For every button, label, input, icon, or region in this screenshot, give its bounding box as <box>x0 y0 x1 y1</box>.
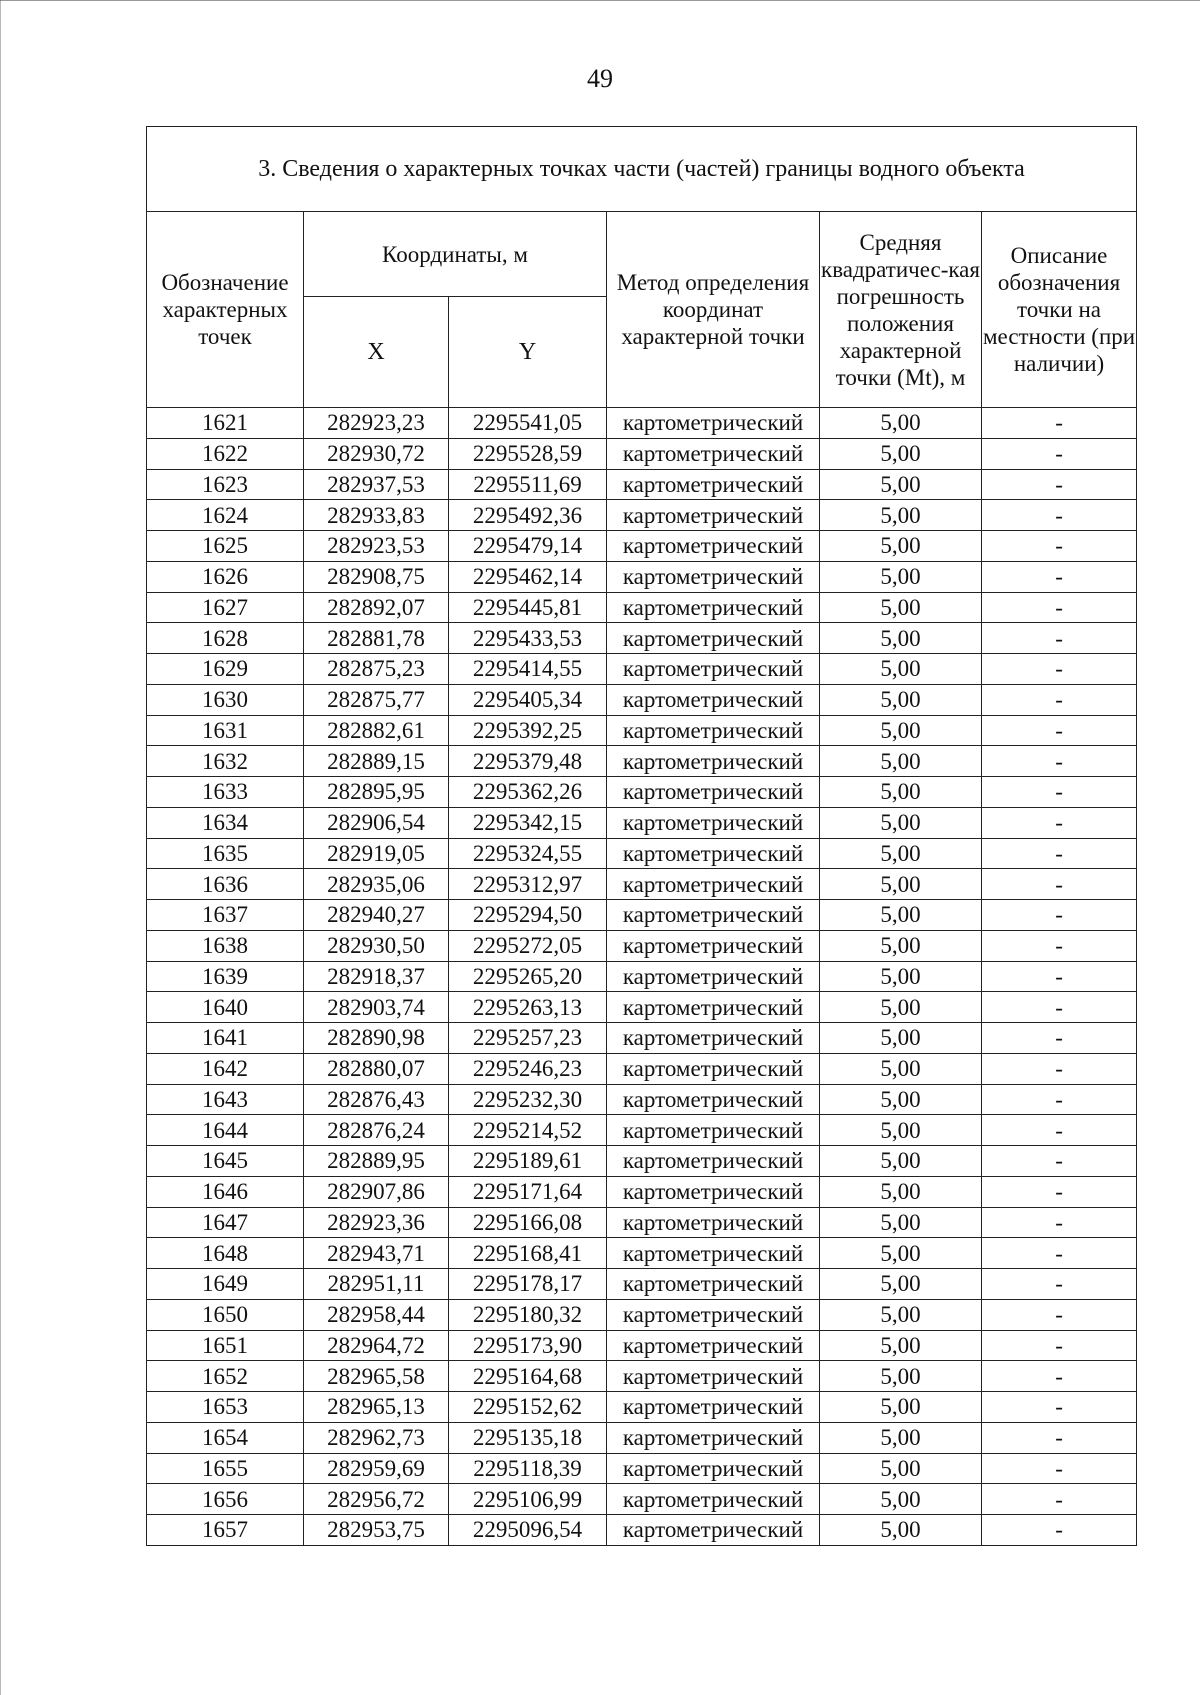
cell-description: - <box>982 469 1137 500</box>
cell-description: - <box>982 992 1137 1023</box>
cell-description: - <box>982 1361 1137 1392</box>
cell-description: - <box>982 408 1137 439</box>
cell-point-id: 1645 <box>147 1146 304 1177</box>
cell-method: картометрический <box>607 807 820 838</box>
cell-accuracy: 5,00 <box>820 992 982 1023</box>
cell-method: картометрический <box>607 561 820 592</box>
cell-x: 282930,72 <box>304 438 449 469</box>
cell-method: картометрический <box>607 838 820 869</box>
cell-y: 2295379,48 <box>449 746 607 777</box>
cell-x: 282881,78 <box>304 623 449 654</box>
cell-y: 2295265,20 <box>449 961 607 992</box>
cell-accuracy: 5,00 <box>820 684 982 715</box>
cell-method: картометрический <box>607 992 820 1023</box>
cell-description: - <box>982 438 1137 469</box>
cell-accuracy: 5,00 <box>820 869 982 900</box>
cell-x: 282875,23 <box>304 654 449 685</box>
cell-point-id: 1657 <box>147 1515 304 1546</box>
cell-y: 2295362,26 <box>449 777 607 808</box>
cell-description: - <box>982 1392 1137 1423</box>
header-coordinates: Координаты, м <box>304 212 607 297</box>
cell-description: - <box>982 961 1137 992</box>
cell-x: 282907,86 <box>304 1176 449 1207</box>
cell-y: 2295294,50 <box>449 900 607 931</box>
table-row <box>147 1515 1137 1546</box>
cell-x: 282956,72 <box>304 1484 449 1515</box>
cell-x: 282892,07 <box>304 592 449 623</box>
cell-point-id: 1637 <box>147 900 304 931</box>
table-row <box>147 1422 1137 1453</box>
cell-point-id: 1651 <box>147 1330 304 1361</box>
header-method: Метод определения координат характерной точки <box>607 212 820 408</box>
cell-y: 2295152,62 <box>449 1392 607 1423</box>
cell-y: 2295492,36 <box>449 500 607 531</box>
cell-point-id: 1646 <box>147 1176 304 1207</box>
cell-x: 282959,69 <box>304 1453 449 1484</box>
cell-accuracy: 5,00 <box>820 715 982 746</box>
table-row <box>147 930 1137 961</box>
cell-y: 2295263,13 <box>449 992 607 1023</box>
cell-accuracy: 5,00 <box>820 1176 982 1207</box>
scan-edge-left <box>0 0 1 1695</box>
cell-description: - <box>982 1269 1137 1300</box>
cell-description: - <box>982 1515 1137 1546</box>
cell-description: - <box>982 1330 1137 1361</box>
cell-method: картометрический <box>607 1023 820 1054</box>
table-row <box>147 1115 1137 1146</box>
header-x: X <box>304 297 449 408</box>
cell-method: картометрический <box>607 1207 820 1238</box>
cell-accuracy: 5,00 <box>820 469 982 500</box>
cell-y: 2295173,90 <box>449 1330 607 1361</box>
cell-method: картометрический <box>607 930 820 961</box>
cell-y: 2295312,97 <box>449 869 607 900</box>
table-body <box>147 408 1137 1546</box>
cell-method: картометрический <box>607 1146 820 1177</box>
cell-y: 2295272,05 <box>449 930 607 961</box>
cell-method: картометрический <box>607 961 820 992</box>
cell-point-id: 1640 <box>147 992 304 1023</box>
cell-description: - <box>982 623 1137 654</box>
section-title: 3. Сведения о характерных точках части (частей) границы водного объекта <box>147 127 1137 212</box>
cell-method: картометрический <box>607 1422 820 1453</box>
cell-method: картометрический <box>607 900 820 931</box>
cell-method: картометрический <box>607 469 820 500</box>
cell-y: 2295541,05 <box>449 408 607 439</box>
cell-point-id: 1628 <box>147 623 304 654</box>
cell-description: - <box>982 1299 1137 1330</box>
cell-point-id: 1634 <box>147 807 304 838</box>
cell-accuracy: 5,00 <box>820 1269 982 1300</box>
cell-method: картометрический <box>607 1053 820 1084</box>
cell-y: 2295180,32 <box>449 1299 607 1330</box>
cell-x: 282964,72 <box>304 1330 449 1361</box>
cell-point-id: 1623 <box>147 469 304 500</box>
cell-x: 282876,43 <box>304 1084 449 1115</box>
cell-point-id: 1653 <box>147 1392 304 1423</box>
cell-method: картометрический <box>607 1115 820 1146</box>
cell-y: 2295414,55 <box>449 654 607 685</box>
cell-x: 282943,71 <box>304 1238 449 1269</box>
table-row <box>147 900 1137 931</box>
table-row <box>147 623 1137 654</box>
cell-description: - <box>982 654 1137 685</box>
cell-y: 2295135,18 <box>449 1422 607 1453</box>
table-row <box>147 654 1137 685</box>
cell-method: картометрический <box>607 408 820 439</box>
cell-x: 282882,61 <box>304 715 449 746</box>
cell-description: - <box>982 1146 1137 1177</box>
cell-accuracy: 5,00 <box>820 1392 982 1423</box>
cell-point-id: 1656 <box>147 1484 304 1515</box>
cell-y: 2295189,61 <box>449 1146 607 1177</box>
cell-accuracy: 5,00 <box>820 1453 982 1484</box>
cell-accuracy: 5,00 <box>820 531 982 562</box>
cell-x: 282906,54 <box>304 807 449 838</box>
cell-x: 282923,53 <box>304 531 449 562</box>
cell-point-id: 1642 <box>147 1053 304 1084</box>
cell-method: картометрический <box>607 684 820 715</box>
cell-point-id: 1638 <box>147 930 304 961</box>
cell-point-id: 1630 <box>147 684 304 715</box>
header-description: Описание обозначения точки на местности (при наличии) <box>982 212 1137 408</box>
cell-description: - <box>982 531 1137 562</box>
cell-point-id: 1636 <box>147 869 304 900</box>
cell-accuracy: 5,00 <box>820 1053 982 1084</box>
cell-method: картометрический <box>607 1330 820 1361</box>
cell-method: картометрический <box>607 869 820 900</box>
cell-x: 282908,75 <box>304 561 449 592</box>
cell-method: картометрический <box>607 1084 820 1115</box>
header-accuracy: Средняя квадратичес-кая погрешность положения характерной точки (Mt), м <box>820 212 982 408</box>
cell-method: картометрический <box>607 715 820 746</box>
cell-x: 282880,07 <box>304 1053 449 1084</box>
cell-y: 2295462,14 <box>449 561 607 592</box>
table-row <box>147 715 1137 746</box>
table-row <box>147 1207 1137 1238</box>
cell-y: 2295232,30 <box>449 1084 607 1115</box>
cell-accuracy: 5,00 <box>820 1238 982 1269</box>
page-number: 49 <box>587 64 613 93</box>
cell-accuracy: 5,00 <box>820 623 982 654</box>
cell-description: - <box>982 746 1137 777</box>
table-row <box>147 1299 1137 1330</box>
cell-accuracy: 5,00 <box>820 1084 982 1115</box>
cell-method: картометрический <box>607 1484 820 1515</box>
cell-x: 282930,50 <box>304 930 449 961</box>
cell-x: 282951,11 <box>304 1269 449 1300</box>
cell-point-id: 1625 <box>147 531 304 562</box>
table-row <box>147 684 1137 715</box>
table-row <box>147 838 1137 869</box>
cell-point-id: 1652 <box>147 1361 304 1392</box>
cell-description: - <box>982 807 1137 838</box>
cell-description: - <box>982 1115 1137 1146</box>
cell-point-id: 1626 <box>147 561 304 592</box>
cell-y: 2295168,41 <box>449 1238 607 1269</box>
cell-y: 2295178,17 <box>449 1269 607 1300</box>
cell-point-id: 1650 <box>147 1299 304 1330</box>
cell-description: - <box>982 500 1137 531</box>
table-row <box>147 1084 1137 1115</box>
cell-description: - <box>982 1023 1137 1054</box>
cell-y: 2295246,23 <box>449 1053 607 1084</box>
cell-x: 282903,74 <box>304 992 449 1023</box>
cell-x: 282953,75 <box>304 1515 449 1546</box>
cell-accuracy: 5,00 <box>820 1515 982 1546</box>
table-row <box>147 408 1137 439</box>
cell-y: 2295171,64 <box>449 1176 607 1207</box>
cell-accuracy: 5,00 <box>820 1115 982 1146</box>
table-row <box>147 807 1137 838</box>
cell-point-id: 1649 <box>147 1269 304 1300</box>
cell-description: - <box>982 1176 1137 1207</box>
cell-y: 2295405,34 <box>449 684 607 715</box>
cell-y: 2295445,81 <box>449 592 607 623</box>
cell-x: 282919,05 <box>304 838 449 869</box>
table-row <box>147 1484 1137 1515</box>
cell-description: - <box>982 930 1137 961</box>
boundary-points-table <box>146 126 1137 1546</box>
table-row <box>147 746 1137 777</box>
table-row <box>147 1176 1137 1207</box>
cell-accuracy: 5,00 <box>820 930 982 961</box>
cell-description: - <box>982 715 1137 746</box>
cell-y: 2295324,55 <box>449 838 607 869</box>
cell-x: 282890,98 <box>304 1023 449 1054</box>
cell-description: - <box>982 592 1137 623</box>
cell-accuracy: 5,00 <box>820 807 982 838</box>
cell-point-id: 1639 <box>147 961 304 992</box>
cell-point-id: 1655 <box>147 1453 304 1484</box>
cell-description: - <box>982 1053 1137 1084</box>
cell-y: 2295106,99 <box>449 1484 607 1515</box>
cell-description: - <box>982 1453 1137 1484</box>
cell-accuracy: 5,00 <box>820 592 982 623</box>
cell-accuracy: 5,00 <box>820 900 982 931</box>
cell-accuracy: 5,00 <box>820 961 982 992</box>
cell-description: - <box>982 1207 1137 1238</box>
cell-accuracy: 5,00 <box>820 777 982 808</box>
cell-y: 2295096,54 <box>449 1515 607 1546</box>
cell-description: - <box>982 1422 1137 1453</box>
cell-point-id: 1627 <box>147 592 304 623</box>
cell-accuracy: 5,00 <box>820 500 982 531</box>
table-row <box>147 469 1137 500</box>
cell-method: картометрический <box>607 746 820 777</box>
table-row <box>147 561 1137 592</box>
cell-method: картометрический <box>607 1515 820 1546</box>
cell-description: - <box>982 561 1137 592</box>
cell-point-id: 1622 <box>147 438 304 469</box>
table-row <box>147 1238 1137 1269</box>
cell-y: 2295433,53 <box>449 623 607 654</box>
cell-method: картометрический <box>607 623 820 654</box>
table-row <box>147 992 1137 1023</box>
cell-y: 2295118,39 <box>449 1453 607 1484</box>
cell-method: картометрический <box>607 1238 820 1269</box>
cell-point-id: 1631 <box>147 715 304 746</box>
table-row <box>147 500 1137 531</box>
cell-accuracy: 5,00 <box>820 408 982 439</box>
cell-y: 2295511,69 <box>449 469 607 500</box>
cell-description: - <box>982 869 1137 900</box>
cell-point-id: 1629 <box>147 654 304 685</box>
header-designation: Обозначение характерных точек <box>147 212 304 408</box>
cell-y: 2295214,52 <box>449 1115 607 1146</box>
cell-method: картометрический <box>607 500 820 531</box>
cell-y: 2295528,59 <box>449 438 607 469</box>
cell-point-id: 1644 <box>147 1115 304 1146</box>
cell-y: 2295257,23 <box>449 1023 607 1054</box>
cell-point-id: 1641 <box>147 1023 304 1054</box>
cell-accuracy: 5,00 <box>820 654 982 685</box>
cell-accuracy: 5,00 <box>820 1146 982 1177</box>
cell-x: 282962,73 <box>304 1422 449 1453</box>
cell-point-id: 1621 <box>147 408 304 439</box>
cell-x: 282965,58 <box>304 1361 449 1392</box>
cell-accuracy: 5,00 <box>820 1023 982 1054</box>
table-row <box>147 438 1137 469</box>
cell-accuracy: 5,00 <box>820 1361 982 1392</box>
cell-description: - <box>982 1238 1137 1269</box>
cell-description: - <box>982 900 1137 931</box>
cell-x: 282935,06 <box>304 869 449 900</box>
table-row <box>147 1023 1137 1054</box>
cell-method: картометрический <box>607 1392 820 1423</box>
cell-method: картометрический <box>607 531 820 562</box>
cell-x: 282965,13 <box>304 1392 449 1423</box>
scan-edge-top <box>0 0 1200 1</box>
cell-method: картометрический <box>607 1299 820 1330</box>
cell-point-id: 1633 <box>147 777 304 808</box>
cell-x: 282923,36 <box>304 1207 449 1238</box>
cell-y: 2295166,08 <box>449 1207 607 1238</box>
cell-x: 282940,27 <box>304 900 449 931</box>
cell-point-id: 1648 <box>147 1238 304 1269</box>
table-row <box>147 1053 1137 1084</box>
cell-accuracy: 5,00 <box>820 438 982 469</box>
cell-x: 282876,24 <box>304 1115 449 1146</box>
cell-point-id: 1624 <box>147 500 304 531</box>
table-row <box>147 869 1137 900</box>
table-row <box>147 1146 1137 1177</box>
cell-method: картометрический <box>607 1269 820 1300</box>
cell-point-id: 1635 <box>147 838 304 869</box>
cell-y: 2295392,25 <box>449 715 607 746</box>
cell-y: 2295164,68 <box>449 1361 607 1392</box>
cell-method: картометрический <box>607 1361 820 1392</box>
cell-method: картометрический <box>607 438 820 469</box>
table-row <box>147 592 1137 623</box>
table-row <box>147 961 1137 992</box>
cell-point-id: 1632 <box>147 746 304 777</box>
table-row <box>147 1392 1137 1423</box>
table-row <box>147 531 1137 562</box>
cell-x: 282937,53 <box>304 469 449 500</box>
cell-accuracy: 5,00 <box>820 1207 982 1238</box>
cell-accuracy: 5,00 <box>820 838 982 869</box>
cell-x: 282923,23 <box>304 408 449 439</box>
cell-point-id: 1647 <box>147 1207 304 1238</box>
cell-accuracy: 5,00 <box>820 1299 982 1330</box>
cell-accuracy: 5,00 <box>820 746 982 777</box>
table-row <box>147 777 1137 808</box>
cell-point-id: 1654 <box>147 1422 304 1453</box>
cell-accuracy: 5,00 <box>820 561 982 592</box>
cell-method: картометрический <box>607 654 820 685</box>
cell-x: 282933,83 <box>304 500 449 531</box>
cell-accuracy: 5,00 <box>820 1422 982 1453</box>
cell-method: картометрический <box>607 1176 820 1207</box>
cell-x: 282895,95 <box>304 777 449 808</box>
cell-point-id: 1643 <box>147 1084 304 1115</box>
cell-y: 2295342,15 <box>449 807 607 838</box>
cell-description: - <box>982 1484 1137 1515</box>
table-row <box>147 1361 1137 1392</box>
cell-method: картометрический <box>607 1453 820 1484</box>
table-row <box>147 1269 1137 1300</box>
table-row <box>147 1453 1137 1484</box>
cell-x: 282889,95 <box>304 1146 449 1177</box>
cell-x: 282875,77 <box>304 684 449 715</box>
cell-y: 2295479,14 <box>449 531 607 562</box>
cell-x: 282958,44 <box>304 1299 449 1330</box>
cell-accuracy: 5,00 <box>820 1330 982 1361</box>
cell-method: картометрический <box>607 777 820 808</box>
cell-description: - <box>982 684 1137 715</box>
cell-description: - <box>982 838 1137 869</box>
cell-x: 282918,37 <box>304 961 449 992</box>
cell-description: - <box>982 777 1137 808</box>
table-row <box>147 1330 1137 1361</box>
cell-description: - <box>982 1084 1137 1115</box>
cell-accuracy: 5,00 <box>820 1484 982 1515</box>
cell-method: картометрический <box>607 592 820 623</box>
header-y: Y <box>449 297 607 408</box>
cell-x: 282889,15 <box>304 746 449 777</box>
